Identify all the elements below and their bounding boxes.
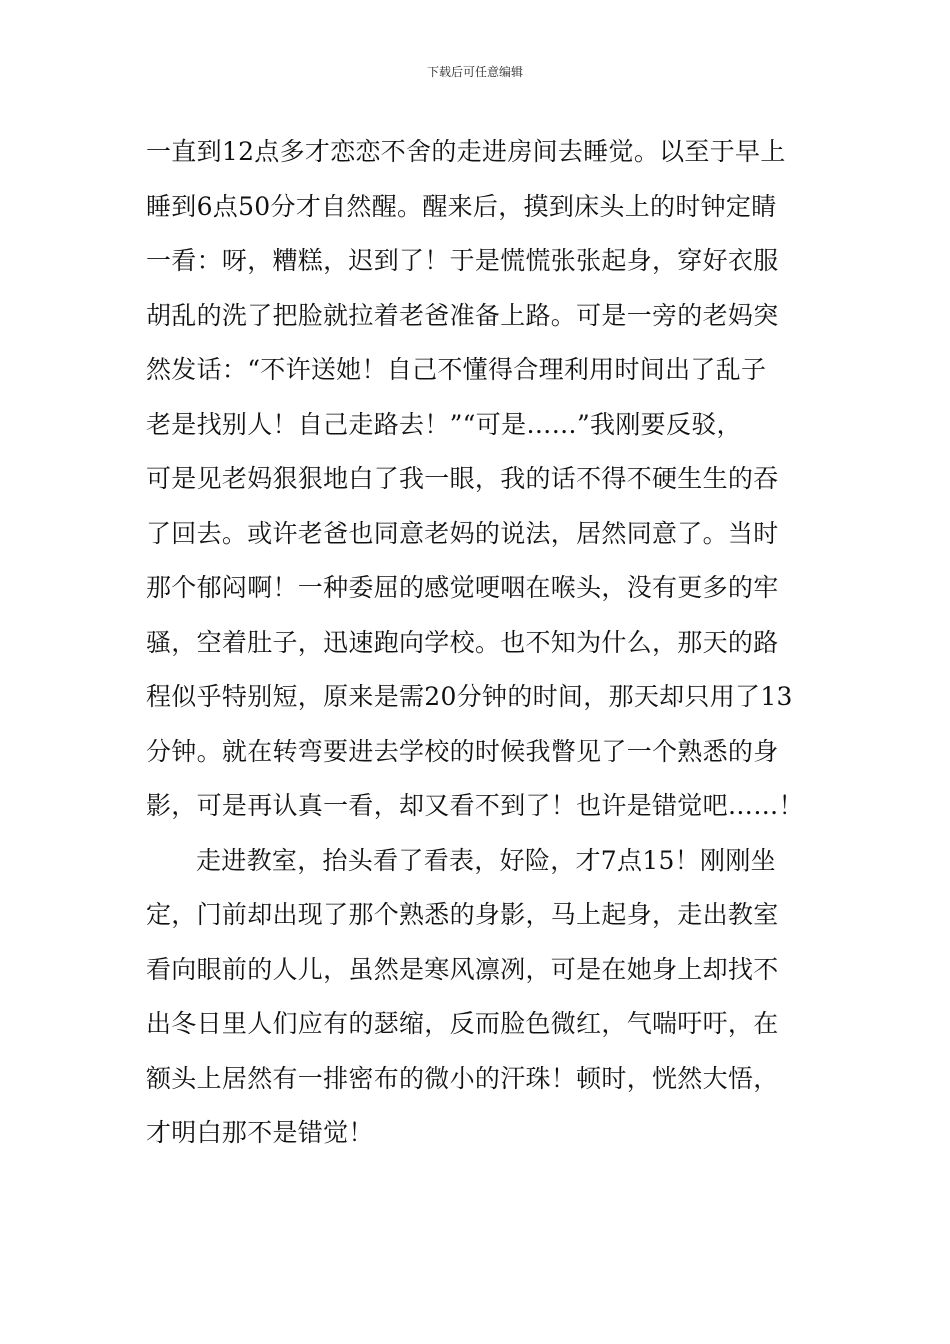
text-line: 分钟。就在转弯要进去学校的时候我瞥见了一个熟悉的身 [146,736,779,766]
page-header: 下载后可任意编辑 [426,65,523,79]
document-body [146,128,806,1164]
paragraph-start-line: 走进教室，抬头看了看表，好险，才7点15！刚刚坐 [196,845,776,875]
text-line: 了回去。或许老爸也同意老妈的说法，居然同意了。当时 [146,518,779,548]
text-line: 骚，空着肚子，迅速跑向学校。也不知为什么，那天的路 [146,627,779,657]
text-line: 定，门前却出现了那个熟悉的身影，马上起身，走出教室 [146,900,779,929]
text-line: 然发话：“不许送她！自己不懂得合理利用时间出了乱子 [146,355,767,384]
text-line: 额头上居然有一排密布的微小的汗珠！顿时，恍然大悟， [146,1063,779,1093]
text-line: 睡到6点50分才自然醒。醒来后，摸到床头上的时钟定睛 [146,191,777,221]
text-line: 看向眼前的人儿，虽然是寒风凛冽，可是在她身上却找不 [146,954,779,984]
text-line: 程似乎特别短，原来是需20分钟的时间，那天却只用了13 [146,682,793,711]
text-line: 那个郁闷啊！一种委屈的感觉哽咽在喉头，没有更多的牢 [146,573,779,602]
text-line: 胡乱的洗了把脸就拉着老爸准备上路。可是一旁的老妈突 [146,300,779,330]
text-line: 可是见老妈狠狠地白了我一眼，我的话不得不硬生生的吞 [146,464,779,493]
text-line: 出冬日里人们应有的瑟缩，反而脸色微红，气喘吁吁，在 [146,1009,779,1038]
text-line: 老是找别人！自己走路去！”“可是……”我刚要反驳， [146,409,742,439]
text-line: 一看：呀，糟糕，迟到了！于是慌慌张张起身，穿好衣服 [146,246,779,275]
text-line: 一直到12点多才恋恋不舍的走进房间去睡觉。以至于早上 [146,137,786,166]
text-line: 影，可是再认真一看，却又看不到了！也许是错觉吧……！ [146,791,804,820]
text-line: 才明白那不是错觉！ [146,1118,374,1147]
